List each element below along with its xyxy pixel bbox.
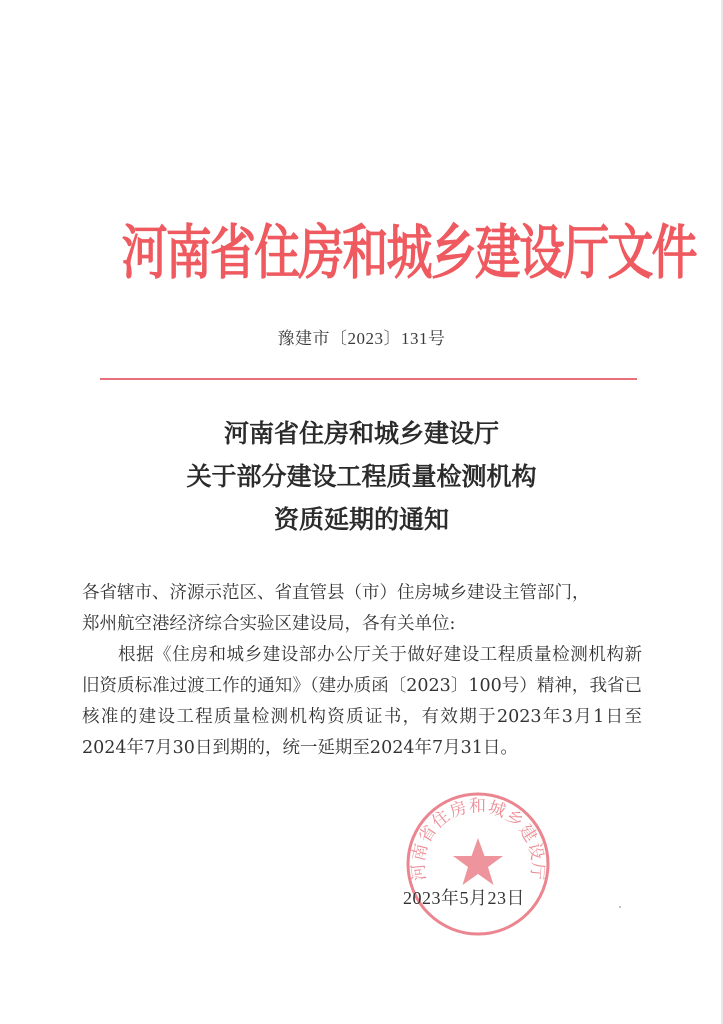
title-line-1: 河南省住房和城乡建设厅 bbox=[223, 419, 499, 448]
document-title bbox=[0, 412, 723, 541]
title-line-2: 关于部分建设工程质量检测机构 bbox=[186, 462, 537, 491]
seal-text: 河南省住房和城乡建设厅 bbox=[408, 796, 548, 882]
seal-star-icon bbox=[453, 838, 503, 885]
document-masthead: 河南省住房和城乡建设厅文件 bbox=[121, 217, 696, 288]
red-divider-line bbox=[100, 378, 637, 380]
addressee-line-2: 郑州航空港经济综合实验区建设局，各有关单位: bbox=[82, 614, 456, 634]
document-number: 豫建市〔2023〕131号 bbox=[277, 329, 446, 348]
document-date: 2023年5月23日 bbox=[403, 888, 525, 908]
document-body bbox=[82, 578, 642, 764]
addressee-line-1: 各省辖市、济源示范区、省直管县（市）住房城乡建设主管部门， bbox=[82, 583, 590, 603]
body-paragraph: 根据《住房和城乡建设部办公厅关于做好建设工程质量检测机构新旧资质标准过渡工作的通知》（建办质函〔2023〕100号）精神，我省已核准的建设工程质量检测机构资质证书，有效期于2023年3月1日至2024年7月30日到期的，统一延期至2024年7月31日。 bbox=[82, 645, 642, 758]
official-seal-icon bbox=[404, 790, 552, 938]
scan-artifact bbox=[619, 906, 621, 908]
title-line-3: 资质延期的通知 bbox=[273, 505, 449, 534]
